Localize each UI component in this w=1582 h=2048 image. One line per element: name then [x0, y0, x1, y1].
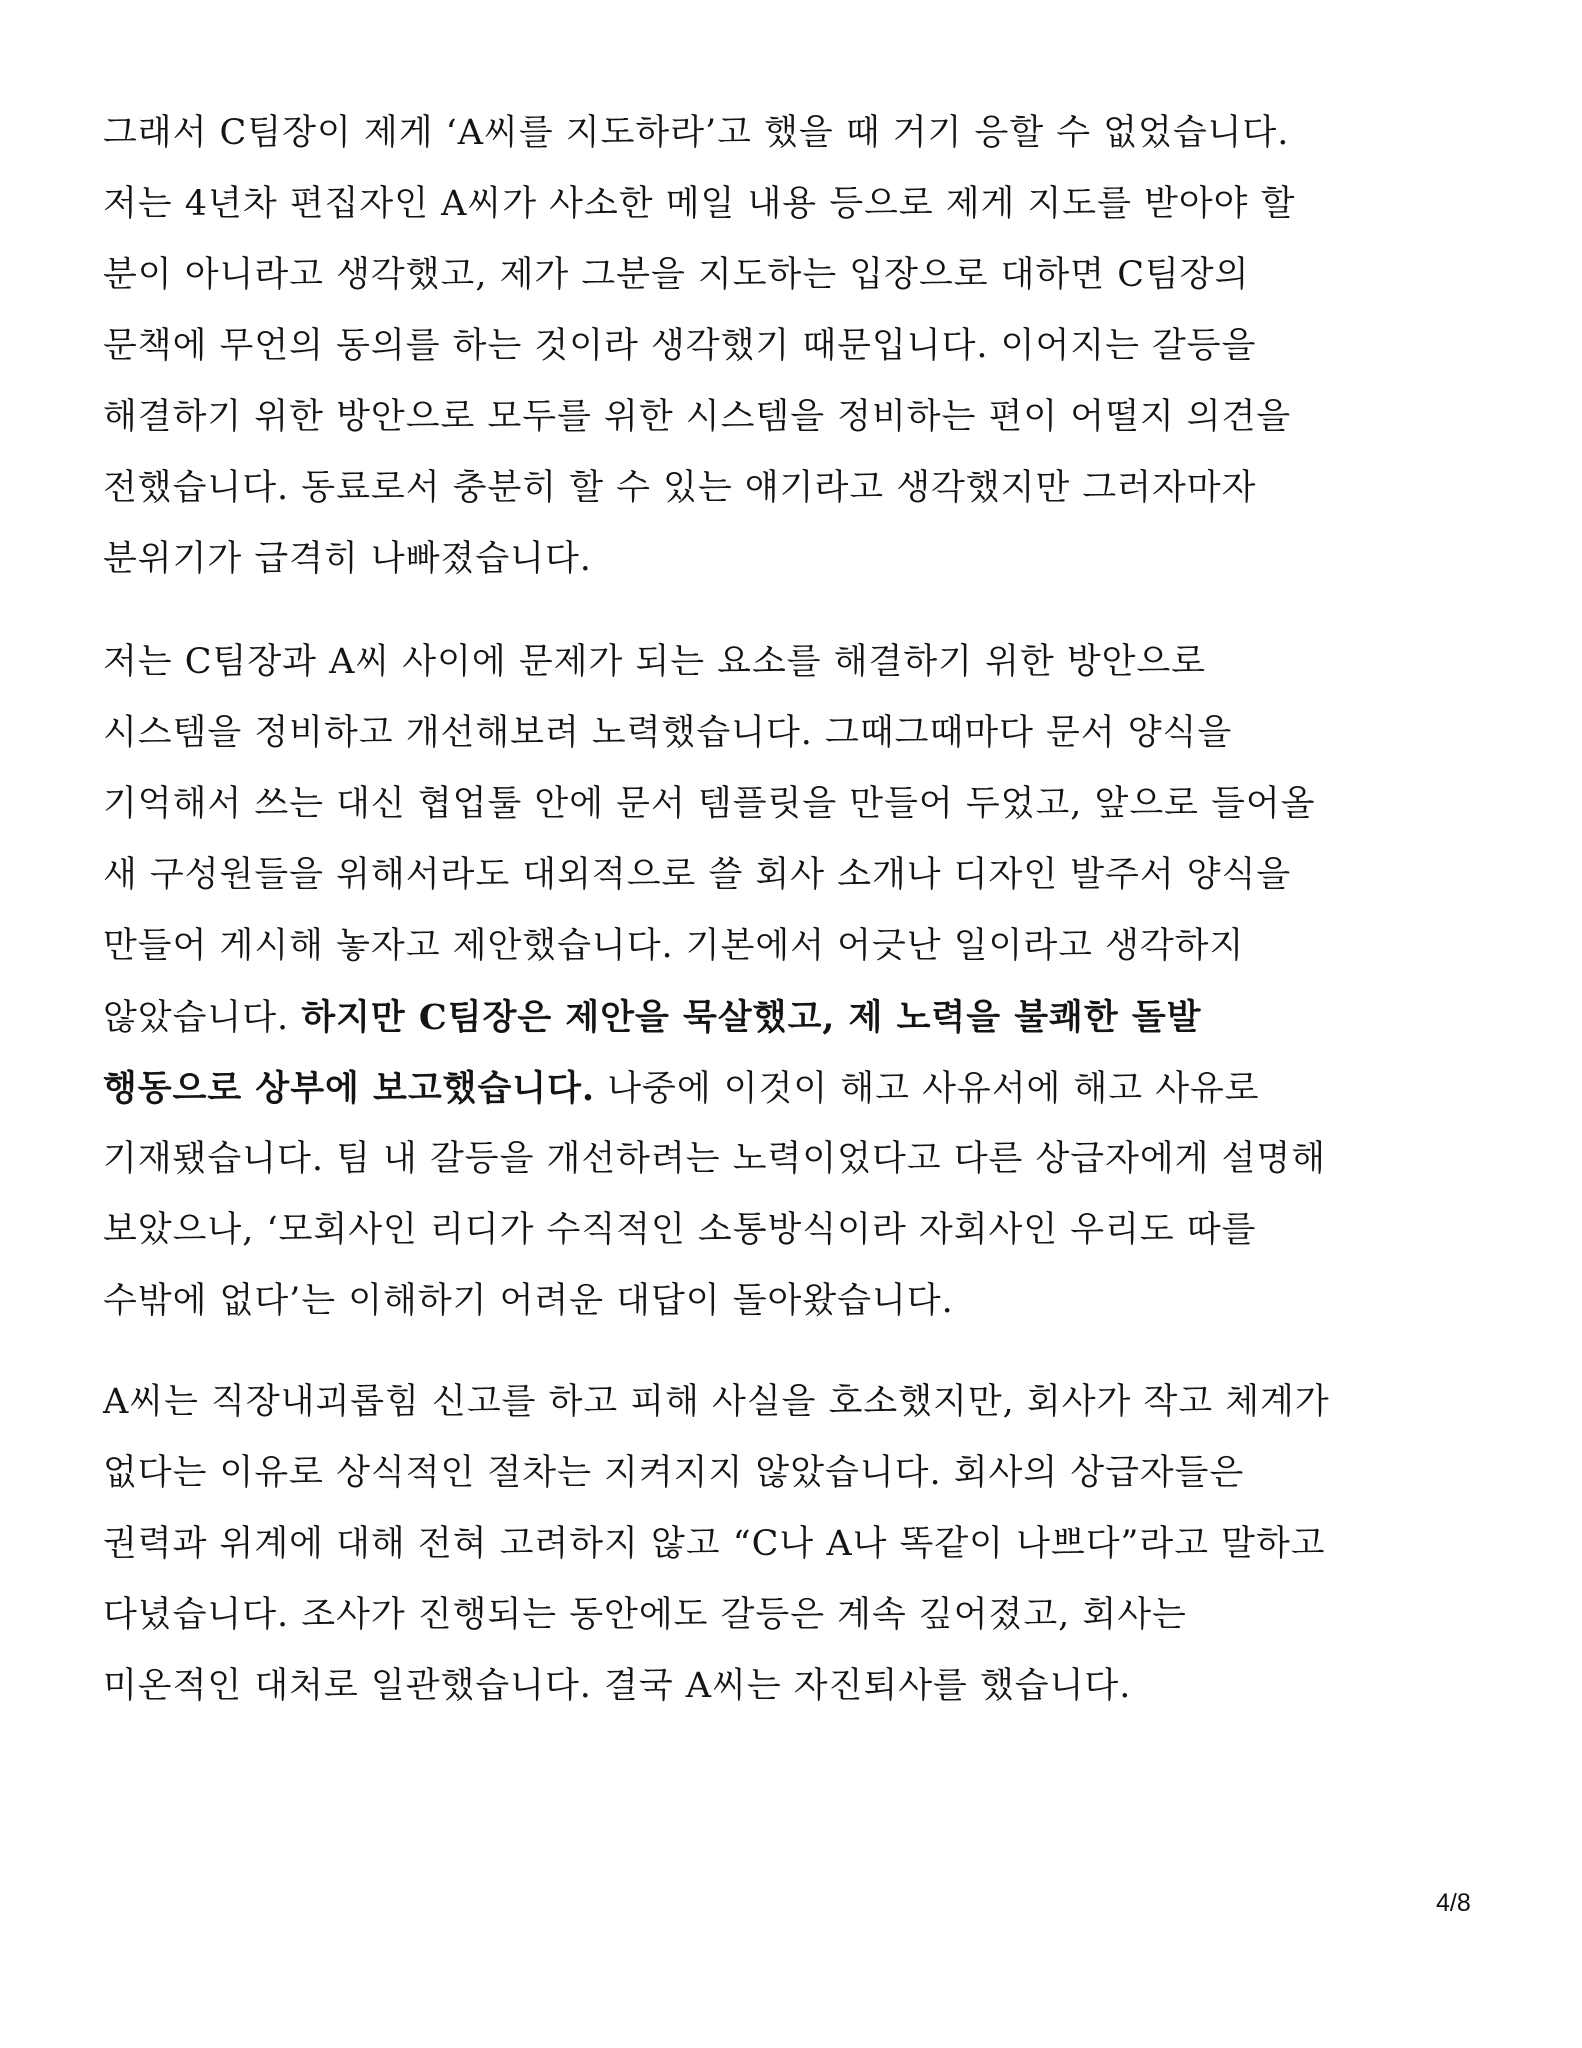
text-line — [103, 698, 1232, 769]
text-segment: 권력과 위계에 대해 전혀 고려하지 않고 “C나 A나 똑같이 나쁘다”라고 말하고 — [103, 1524, 1326, 1564]
text-segment: 저는 C팀장과 A씨 사이에 문제가 되는 요소를 해결하기 위한 방안으로 — [103, 642, 1207, 682]
text-segment: 그래서 C팀장이 제게 ‘A씨를 지도하라’고 했을 때 거기 응할 수 없었습니다. — [103, 113, 1290, 153]
bold-text-segment: 하지만 C팀장은 제안을 묵살했고, 제 노력을 불쾌한 돌발 — [301, 997, 1202, 1038]
text-line — [103, 1580, 1187, 1651]
text-line — [103, 1438, 1244, 1509]
text-line — [103, 311, 1256, 382]
text-line — [103, 982, 1201, 1053]
text-segment: 전했습니다. 동료로서 충분히 할 수 있는 얘기라고 생각했지만 그러자마자 — [103, 468, 1257, 508]
text-line — [103, 98, 1289, 169]
text-line — [103, 627, 1206, 698]
text-segment: 미온적인 대처로 일관했습니다. 결국 A씨는 자진퇴사를 했습니다. — [103, 1666, 1132, 1706]
text-segment: 저는 4년차 편집자인 A씨가 사소한 메일 내용 등으로 제게 지도를 받아야 할 — [103, 184, 1296, 224]
text-segment: 만들어 게시해 놓자고 제안했습니다. 기본에서 어긋난 일이라고 생각하지 — [103, 926, 1245, 966]
text-segment: 기억해서 쓰는 대신 협업툴 안에 문서 템플릿을 만들어 두었고, 앞으로 들어올 — [103, 784, 1316, 824]
text-line — [103, 1367, 1330, 1438]
text-line — [103, 1124, 1326, 1195]
text-segment: 나중에 이것이 해고 사유서에 해고 사유로 — [595, 1069, 1260, 1109]
text-segment: 시스템을 정비하고 개선해보려 노력했습니다. 그때그때마다 문서 양식을 — [103, 713, 1233, 753]
text-line — [103, 240, 1249, 311]
text-segment: 해결하기 위한 방안으로 모두를 위한 시스템을 정비하는 편이 어떨지 의견을 — [103, 397, 1292, 437]
text-line — [103, 840, 1291, 911]
text-line — [103, 382, 1291, 453]
bold-text-segment: 행동으로 상부에 보고했습니다. — [103, 1068, 596, 1109]
text-segment: 분위기가 급격히 나빠졌습니다. — [103, 539, 592, 579]
page-number: 4/8 — [1436, 1889, 1471, 1917]
text-segment: 않았습니다. — [103, 998, 302, 1038]
text-line — [103, 169, 1295, 240]
text-line — [103, 524, 592, 595]
text-segment: 수밖에 없다’는 이해하기 어려운 대답이 돌아왔습니다. — [103, 1281, 954, 1321]
text-line — [103, 1195, 1256, 1266]
text-segment: 분이 아니라고 생각했고, 제가 그분을 지도하는 입장으로 대하면 C팀장의 — [103, 255, 1250, 295]
text-line — [103, 453, 1256, 524]
text-segment: A씨는 직장내괴롭힘 신고를 하고 피해 사실을 호소했지만, 회사가 작고 체계가 — [103, 1382, 1330, 1422]
text-segment: 보았으나, ‘모회사인 리디가 수직적인 소통방식이라 자회사인 우리도 따를 — [103, 1210, 1257, 1250]
text-line — [103, 769, 1316, 840]
text-segment: 새 구성원들을 위해서라도 대외적으로 쓸 회사 소개나 디자인 발주서 양식을 — [103, 855, 1292, 895]
text-line — [103, 911, 1244, 982]
text-line — [103, 1651, 1131, 1722]
text-line — [103, 1053, 1260, 1124]
text-segment: 문책에 무언의 동의를 하는 것이라 생각했기 때문입니다. 이어지는 갈등을 — [103, 326, 1257, 366]
text-segment: 다녔습니다. 조사가 진행되는 동안에도 갈등은 계속 깊어졌고, 회사는 — [103, 1595, 1187, 1635]
text-line — [103, 1266, 954, 1337]
text-segment: 기재됐습니다. 팀 내 갈등을 개선하려는 노력이었다고 다른 상급자에게 설명해 — [103, 1139, 1327, 1179]
text-segment: 없다는 이유로 상식적인 절차는 지켜지지 않았습니다. 회사의 상급자들은 — [103, 1453, 1245, 1493]
text-line — [103, 1509, 1326, 1580]
